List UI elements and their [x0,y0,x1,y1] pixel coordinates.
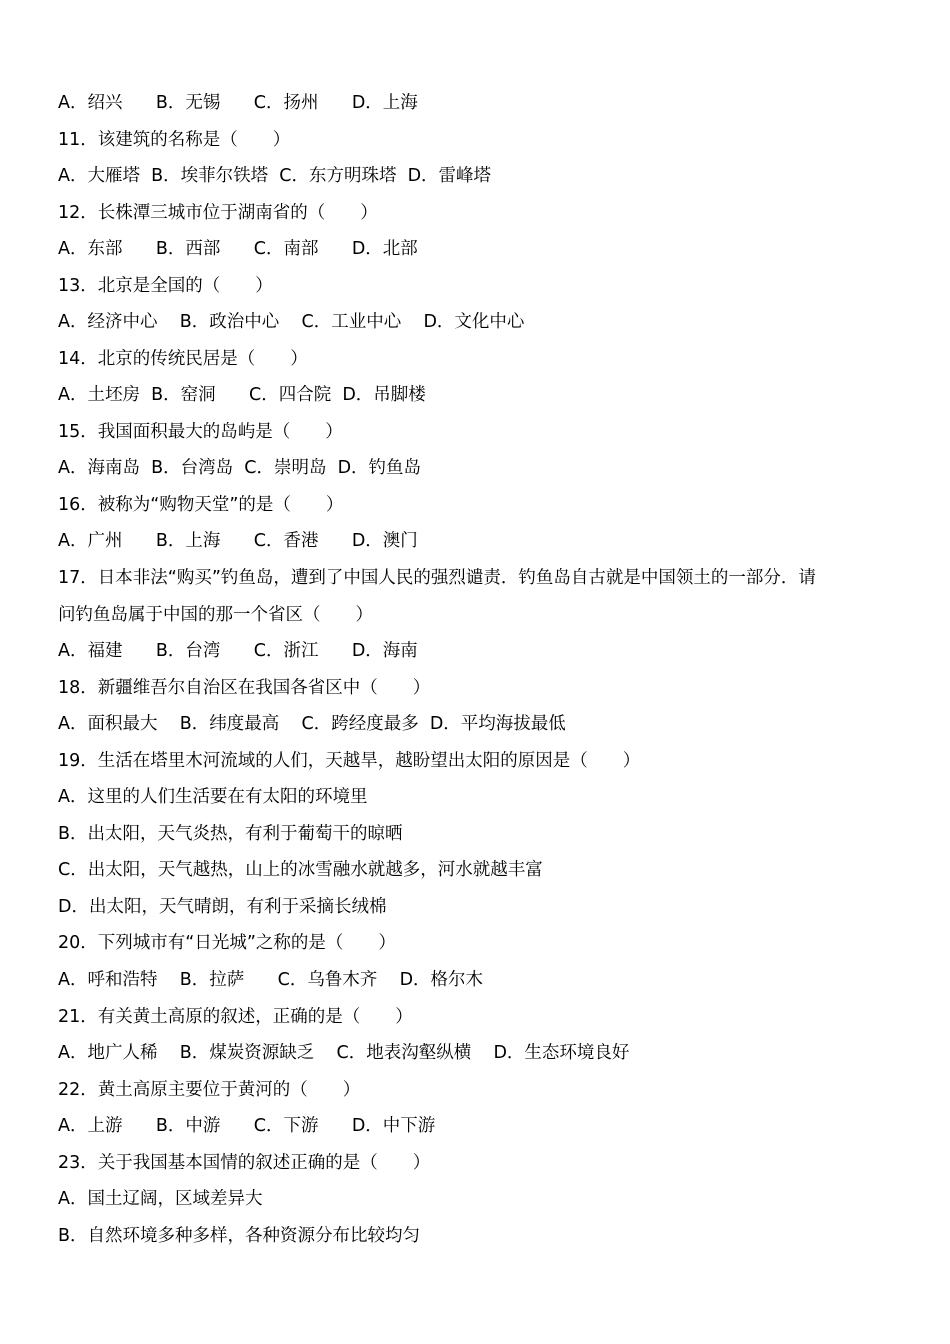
answer-option-q23-b: B．自然环境多种多样，各种资源分布比较均匀 [58,1226,421,1246]
question-17: 17．日本非法“购买”钓鱼岛，遭到了中国人民的强烈谴责．钓鱼岛自古就是中国领土的一部分．请 [58,568,816,588]
question-20: 20．下列城市有“日光城”之称的是（ ） [58,933,396,953]
answer-option-q23-a: A．国土辽阔，区域差异大 [58,1189,263,1209]
question-13: 13．北京是全国的（ ） [58,276,273,296]
question-16: 16．被称为“购物天堂”的是（ ） [58,495,344,515]
answer-option-q19-a: A．这里的人们生活要在有太阳的环境里 [58,787,368,807]
answer-options-q18: A．面积最大 B．纬度最高 C．跨经度最多 D．平均海拔最低 [58,714,566,734]
answer-options-q16: A．广州 B．上海 C．香港 D．澳门 [58,531,418,551]
question-18: 18．新疆维吾尔自治区在我国各省区中（ ） [58,678,431,698]
answer-options-q14: A．土坯房 B．窑洞 C．四合院 D．吊脚楼 [58,385,426,405]
answer-option-q19-b: B．出太阳，天气炎热，有利于葡萄干的晾晒 [58,824,403,844]
answer-options-q15: A．海南岛 B．台湾岛 C．崇明岛 D．钓鱼岛 [58,458,422,478]
answer-options-q22: A．上游 B．中游 C．下游 D．中下游 [58,1116,436,1136]
question-23: 23．关于我国基本国情的叙述正确的是（ ） [58,1153,431,1173]
question-17-cont: 问钓鱼岛属于中国的那一个省区（ ） [58,605,373,625]
question-21: 21．有关黄土高原的叙述，正确的是（ ） [58,1007,413,1027]
question-15: 15．我国面积最大的岛屿是（ ） [58,422,343,442]
question-22: 22．黄土高原主要位于黄河的（ ） [58,1080,361,1100]
question-12: 12．长株潭三城市位于湖南省的（ ） [58,203,378,223]
question-14: 14．北京的传统民居是（ ） [58,349,308,369]
answer-option-q19-d: D．出太阳，天气晴朗，有利于采摘长绒棉 [58,897,387,917]
answer-options-q21: A．地广人稀 B．煤炭资源缺乏 C．地表沟壑纵横 D．生态环境良好 [58,1043,630,1063]
question-11: 11．该建筑的名称是（ ） [58,130,291,150]
answer-options-q10: A．绍兴 B．无锡 C．扬州 D．上海 [58,93,418,113]
answer-options-q12: A．东部 B．西部 C．南部 D．北部 [58,239,418,259]
answer-options-q17: A．福建 B．台湾 C．浙江 D．海南 [58,641,418,661]
answer-options-q11: A．大雁塔 B．埃菲尔铁塔 C．东方明珠塔 D．雷峰塔 [58,166,492,186]
answer-options-q13: A．经济中心 B．政治中心 C．工业中心 D．文化中心 [58,312,525,332]
answer-option-q19-c: C．出太阳，天气越热，山上的冰雪融水就越多，河水就越丰富 [58,860,543,880]
question-19: 19．生活在塔里木河流域的人们，天越旱，越盼望出太阳的原因是（ ） [58,751,641,771]
answer-options-q20: A．呼和浩特 B．拉萨 C．乌鲁木齐 D．格尔木 [58,970,484,990]
